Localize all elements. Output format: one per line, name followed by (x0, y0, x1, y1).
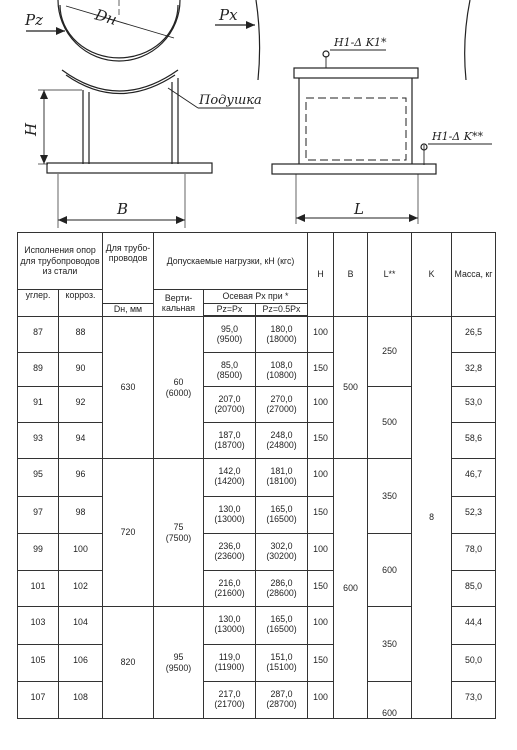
dn-720: 720 (103, 459, 154, 607)
level-label-top: H1-Δ K1* (334, 36, 387, 49)
table-row: 87 88 630 60 (6000) 95,0 (9500) 180,0 (18000) 100 500 250 8 26,5 (18, 317, 496, 353)
b-500: 500 (334, 317, 368, 459)
table-row: 105 106 119,0 (11900) 151,0 (15100) 150 50,0 (18, 645, 496, 682)
vertical-720: 75 (7500) (154, 459, 204, 607)
header-axial-a: Pz=Px (204, 304, 256, 316)
pz-label: Pz (25, 11, 43, 29)
l-label: L (354, 200, 364, 218)
supports-table (17, 232, 496, 719)
table-row: 91 92 207,0 (20700) 270,0 (27000) 100 500 53,0 (18, 387, 496, 423)
dn-label: Dн (92, 5, 119, 29)
table-row: 101 102 216,0 (21600) 286,0 (28600) 150 85,0 (18, 571, 496, 607)
b-label: B (117, 200, 129, 218)
header-dn: Dн, мм (103, 304, 154, 317)
header-l: L** (368, 233, 412, 317)
pipe-side-right (465, 0, 470, 80)
l-350-a: 350 (368, 459, 412, 534)
l-600-a: 600 (368, 534, 412, 607)
table-row: 95 96 720 75 (7500) 142,0 (14200) 181,0 (18100) 100 600 350 46,7 (18, 459, 496, 497)
table-row: 97 98 130,0 (13000) 165,0 (16500) 150 52,3 (18, 497, 496, 534)
h-label: H (22, 122, 40, 136)
header-loads: Допускаемые нагрузки, кН (кгс) (154, 233, 308, 290)
table-row: 103 104 820 95 (9500) 130,0 (13000) 165,0 (16500) 100 350 44,4 (18, 607, 496, 645)
pad-label: Подушка (199, 93, 262, 108)
px-label: Px (219, 6, 238, 24)
l-350-b: 350 (368, 607, 412, 682)
header-b: B (334, 233, 368, 317)
pipe-side-left (256, 0, 260, 80)
pad-outline (62, 70, 178, 91)
k-value: 8 (412, 317, 452, 719)
support-drawing (0, 0, 517, 228)
l-600-b: 600 (368, 682, 412, 719)
level-label-bottom: H1-Δ K** (432, 130, 483, 143)
header-corrosion: корроз. (59, 290, 103, 317)
header-variants: Исполнения опор для трубопроводов из стали (18, 233, 103, 290)
dn-820: 820 (103, 607, 154, 719)
table-row: 99 100 236,0 (23600) 302,0 (30200) 100 600 78,0 (18, 534, 496, 571)
table-row: 93 94 187,0 (18700) 248,0 (24800) 150 58,6 (18, 423, 496, 459)
b-600: 600 (334, 459, 368, 719)
l-500: 500 (368, 387, 412, 459)
header-axial-b: Pz=0.5Px (256, 304, 308, 316)
header-mass: Масса, кг (452, 233, 496, 317)
dn-630: 630 (103, 317, 154, 459)
l-250: 250 (368, 317, 412, 387)
table-row: 107 108 217,0 (21700) 287,0 (28700) 100 600 73,0 (18, 682, 496, 719)
drawing-svg (0, 0, 517, 228)
vertical-630: 60 (6000) (154, 317, 204, 459)
header-k: K (412, 233, 452, 317)
top-plate (294, 68, 418, 78)
header-axial: Осевая Px при * (204, 290, 308, 304)
header-pipe: Для трубо-проводов (103, 233, 154, 304)
header-vertical: Верти-кальная (154, 290, 204, 317)
header-h: H (308, 233, 334, 317)
base-plate-left (47, 163, 212, 173)
base-plate-right (272, 164, 436, 174)
table-row: 89 90 85,0 (8500) 108,0 (10800) 150 32,8 (18, 353, 496, 387)
header-carbon: углер. (18, 290, 59, 317)
vertical-820: 95 (9500) (154, 607, 204, 719)
